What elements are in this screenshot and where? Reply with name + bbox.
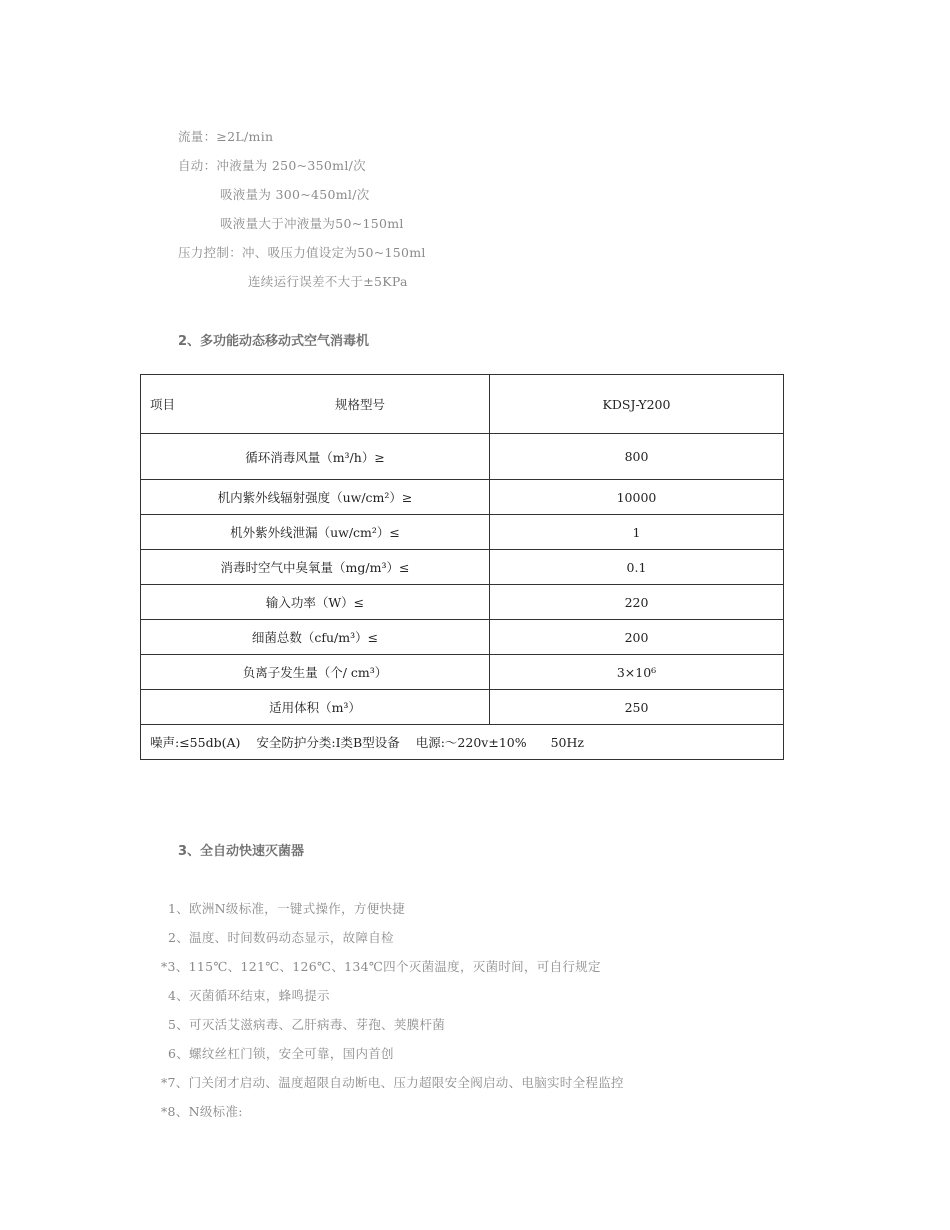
param-cell: 细菌总数（cfu/m³）≤: [141, 620, 490, 655]
header-spec-label: 规格型号: [334, 397, 385, 412]
spec-table: [140, 374, 784, 760]
suction-difference-line: 吸液量大于冲液量为50~150ml: [220, 216, 404, 231]
table-row: [141, 620, 784, 655]
list-item: 4、灭菌循环结束，蜂鸣提示: [168, 988, 330, 1003]
param-cell: 适用体积（m³）: [141, 690, 490, 725]
value-cell: 200: [490, 620, 784, 655]
frequency-spec: 50Hz: [550, 735, 585, 750]
header-item-label: 项目: [150, 397, 176, 412]
value-cell: 250: [490, 690, 784, 725]
list-item: 1、欧洲N级标准，一键式操作，方便快捷: [168, 901, 406, 916]
param-cell: 机内紫外线辐射强度（uw/cm²）≥: [141, 480, 490, 515]
param-cell: 输入功率（W）≤: [141, 585, 490, 620]
flow-rate-line: 流量：≥2L/min: [178, 129, 274, 144]
value-cell: 1: [490, 515, 784, 550]
table-row: [141, 585, 784, 620]
value-cell: 800: [490, 434, 784, 480]
table-row: [141, 434, 784, 480]
table-row: [141, 690, 784, 725]
list-item: 6、螺纹丝杠门锁，安全可靠，国内首创: [168, 1046, 394, 1061]
auto-flush-volume-line: 自动：冲液量为 250~350ml/次: [178, 158, 366, 173]
noise-spec: 噪声:≤55db(A): [150, 735, 241, 750]
table-footer-row: [141, 725, 784, 760]
param-cell: 负离子发生量（个/ cm³）: [141, 655, 490, 690]
suction-volume-line: 吸液量为 300~450ml/次: [220, 187, 370, 202]
list-item: *7、门关闭才启动、温度超限自动断电、压力超限安全阀启动、电脑实时全程监控: [161, 1075, 624, 1090]
header-model-cell: KDSJ-Y200: [490, 375, 784, 434]
param-cell: 机外紫外线泄漏（uw/cm²）≤: [141, 515, 490, 550]
value-cell: 220: [490, 585, 784, 620]
table-header-row: [141, 375, 784, 434]
pressure-control-line: 压力控制：冲、吸压力值设定为50~150ml: [178, 245, 426, 260]
value-cell: 3×10⁶: [490, 655, 784, 690]
list-item: 2、温度、时间数码动态显示，故障自检: [168, 930, 394, 945]
footer-cell: [141, 725, 784, 760]
table-row: [141, 515, 784, 550]
table-row: [141, 655, 784, 690]
running-error-line: 连续运行误差不大于±5KPa: [248, 274, 408, 289]
value-cell: 10000: [490, 480, 784, 515]
power-supply-spec: 电源:～220v±10%: [415, 735, 527, 750]
param-cell: 消毒时空气中臭氧量（mg/m³）≤: [141, 550, 490, 585]
section-3-heading: 3、全自动快速灭菌器: [178, 844, 305, 859]
safety-class-spec: 安全防护分类:Ⅰ类B型设备: [256, 735, 400, 750]
param-cell: 循环消毒风量（m³/h）≥: [141, 434, 490, 480]
header-param-cell: [141, 375, 490, 434]
section-2-heading: 2、多功能动态移动式空气消毒机: [178, 334, 370, 349]
list-item: 5、可灭活艾滋病毒、乙肝病毒、芽孢、荚膜杆菌: [168, 1017, 446, 1032]
table-row: [141, 550, 784, 585]
list-item: *3、115℃、121℃、126℃、134℃四个灭菌温度，灭菌时间，可自行规定: [161, 959, 601, 974]
list-item: *8、N级标准:: [161, 1104, 243, 1119]
value-cell: 0.1: [490, 550, 784, 585]
table-row: [141, 480, 784, 515]
